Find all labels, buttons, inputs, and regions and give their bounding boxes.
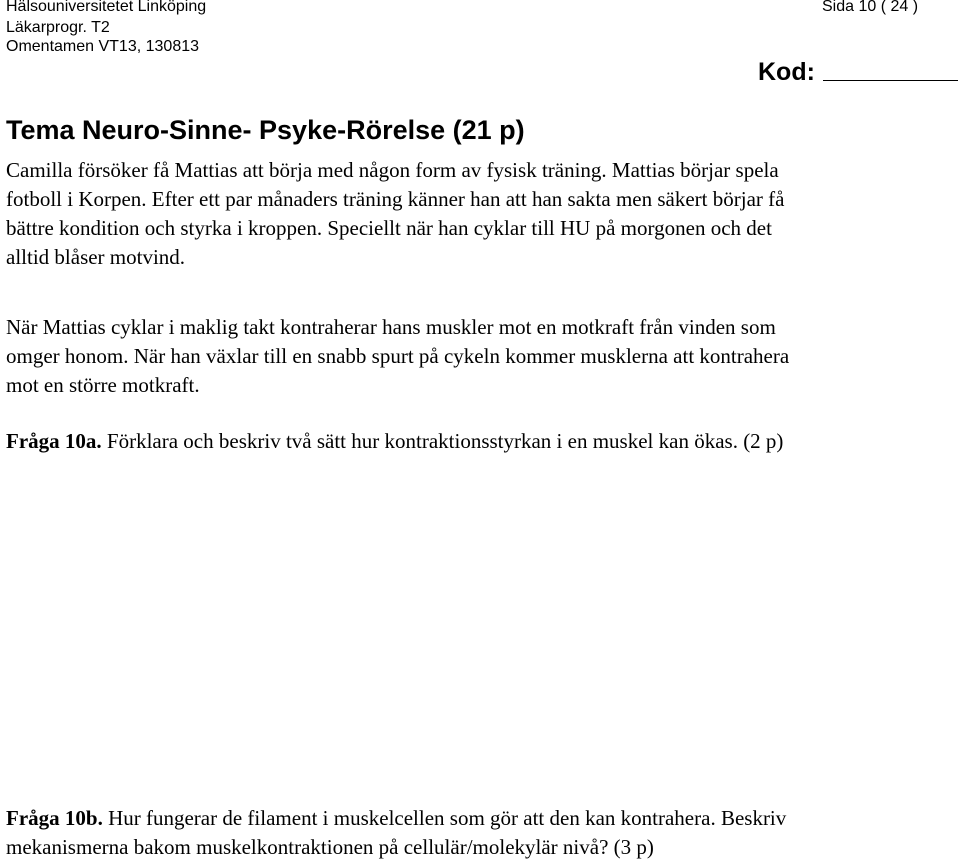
paragraph-line: Camilla försöker få Mattias att börja med någon form av fysisk träning. Mattias börjar spela: [6, 158, 779, 182]
question-10a: [6, 427, 783, 456]
kod-label: Kod:: [758, 58, 815, 86]
kod-answer-line: [823, 80, 958, 81]
header-program: Läkarprogr. T2: [6, 19, 110, 36]
scenario-paragraph-1: [6, 156, 784, 272]
question-10b: [6, 804, 786, 862]
paragraph-line: När Mattias cyklar i maklig takt kontraherar hans muskler mot en motkraft från vinden som: [6, 315, 776, 339]
question-10a-text: Förklara och beskriv två sätt hur kontraktionsstyrkan i en muskel kan ökas. (2 p): [101, 429, 784, 453]
question-10a-line: [6, 427, 783, 456]
question-10b-line-1: [6, 804, 786, 833]
question-10b-line-2: mekanismerna bakom muskelkontraktionen på cellulär/molekylär nivå? (3 p): [6, 835, 654, 859]
question-10b-text-1: Hur fungerar de filament i muskelcellen som gör att den kan kontrahera. Beskriv: [102, 806, 787, 830]
paragraph-line: fotboll i Korpen. Efter ett par månaders träning känner han att han sakta men säkert börjar få: [6, 187, 785, 211]
question-10a-label: Fråga 10a.: [6, 429, 102, 453]
paragraph-line: alltid blåser motvind.: [6, 245, 186, 269]
question-10b-label: Fråga 10b.: [6, 806, 103, 830]
page-number: Sida 10 ( 24 ): [822, 0, 919, 15]
paragraph-line: mot en större motkraft.: [6, 373, 200, 397]
header-exam: Omentamen VT13, 130813: [6, 38, 200, 55]
section-title: Tema Neuro-Sinne- Psyke-Rörelse (21 p): [6, 115, 525, 145]
header-university: Hälsouniversitetet Linköping: [6, 0, 207, 15]
paragraph-line: omger honom. När han växlar till en snabb spurt på cykeln kommer musklerna att kontrahera: [6, 344, 790, 368]
scenario-paragraph-2: [6, 313, 789, 400]
paragraph-line: bättre kondition och styrka i kroppen. Speciellt när han cyklar till HU på morgonen och det: [6, 216, 772, 240]
